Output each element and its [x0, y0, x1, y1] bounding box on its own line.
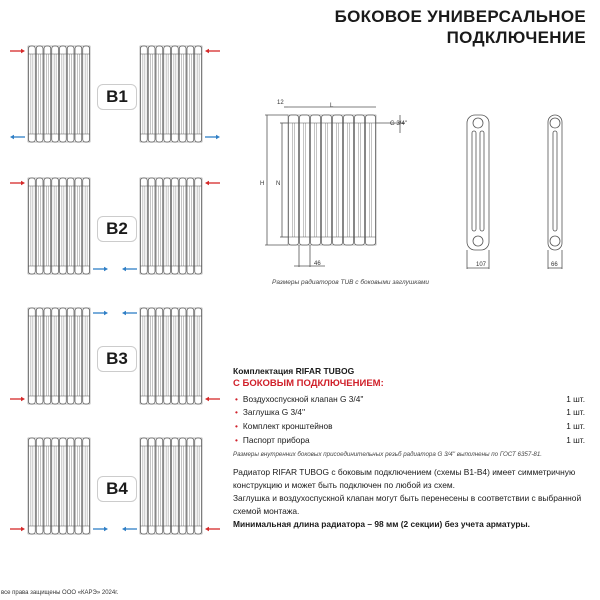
dimension-drawing	[250, 95, 600, 280]
return-arrow-icon	[205, 135, 220, 140]
return-arrow-icon	[93, 527, 108, 532]
dim-N: N	[276, 181, 281, 187]
dim-107: 107	[476, 262, 487, 268]
bullet-icon: •	[235, 420, 238, 431]
radiator-right	[140, 308, 202, 404]
scheme-label: B4	[97, 476, 137, 502]
scheme-b1	[0, 40, 230, 150]
dim-H: H	[260, 181, 265, 187]
bullet-icon: •	[235, 407, 238, 418]
return-arrow-icon	[93, 311, 108, 316]
scheme-b4	[0, 432, 230, 542]
return-arrow-icon	[122, 267, 137, 272]
kit-section	[233, 366, 585, 458]
supply-arrow-icon	[205, 527, 220, 532]
supply-arrow-icon	[205, 49, 220, 54]
return-arrow-icon	[10, 135, 25, 140]
description: Радиатор RIFAR TUBOG с боковым подключением (схемы В1-В4) имеет симметричную конструкцию и может быть подключен по любой из схем. Заглушка и воздухоспускной клапан могут быть перенесены в соответствии с выбранной схемой монтажа. Минимальная длина радиатора – 98 мм (2 секции) без учета арматуры.	[233, 467, 582, 529]
dim-66: 66	[551, 262, 558, 268]
supply-arrow-icon	[205, 397, 220, 402]
return-arrow-icon	[122, 311, 137, 316]
radiator-right	[140, 178, 202, 274]
kit-item: • Воздухоспускной клапан G 3/4'' 1 шт.	[235, 393, 585, 404]
copyright: все права защищены ООО «КАРЭ» 2024г.	[1, 590, 119, 596]
radiator-right	[140, 438, 202, 534]
return-arrow-icon	[122, 527, 137, 532]
supply-arrow-icon	[10, 181, 25, 186]
page-title: БОКОВОЕ УНИВЕРСАЛЬНОЕ ПОДКЛЮЧЕНИЕ	[334, 7, 586, 47]
radiator-left	[28, 308, 90, 404]
radiator-left	[28, 178, 90, 274]
kit-item: • Паспорт прибора 1 шт.	[235, 434, 585, 445]
bullet-icon: •	[235, 434, 238, 445]
dim-thread: G 3/4''	[390, 121, 407, 127]
dim-12: 12	[277, 100, 284, 106]
drawing-caption: Размеры радиаторов TUB с боковыми заглушками	[272, 279, 430, 286]
scheme-label: B3	[97, 346, 137, 372]
scheme-b2	[0, 172, 230, 282]
supply-arrow-icon	[10, 397, 25, 402]
radiator-right	[140, 46, 202, 142]
kit-item: • Заглушка G 3/4'' 1 шт.	[235, 407, 585, 418]
supply-arrow-icon	[205, 181, 220, 186]
kit-subheading: С БОКОВЫМ ПОДКЛЮЧЕНИЕМ:	[233, 378, 384, 389]
supply-arrow-icon	[10, 527, 25, 532]
kit-item: • Комплект кронштейнов 1 шт.	[235, 420, 585, 431]
kit-heading: Комплектация RIFAR TUBOG	[233, 366, 355, 376]
scheme-label: B1	[97, 84, 137, 110]
dim-46: 46	[314, 261, 321, 267]
radiator-left	[28, 46, 90, 142]
kit-note: Размеры внутренних боковых присоединительных резьб радиатора G 3/4'' выполнены по ГОСТ 6357-81.	[233, 451, 542, 459]
bullet-icon: •	[235, 393, 238, 404]
return-arrow-icon	[93, 267, 108, 272]
scheme-b3	[0, 302, 230, 412]
supply-arrow-icon	[10, 49, 25, 54]
radiator-left	[28, 438, 90, 534]
scheme-label: B2	[97, 216, 137, 242]
dim-L: L	[330, 103, 334, 109]
